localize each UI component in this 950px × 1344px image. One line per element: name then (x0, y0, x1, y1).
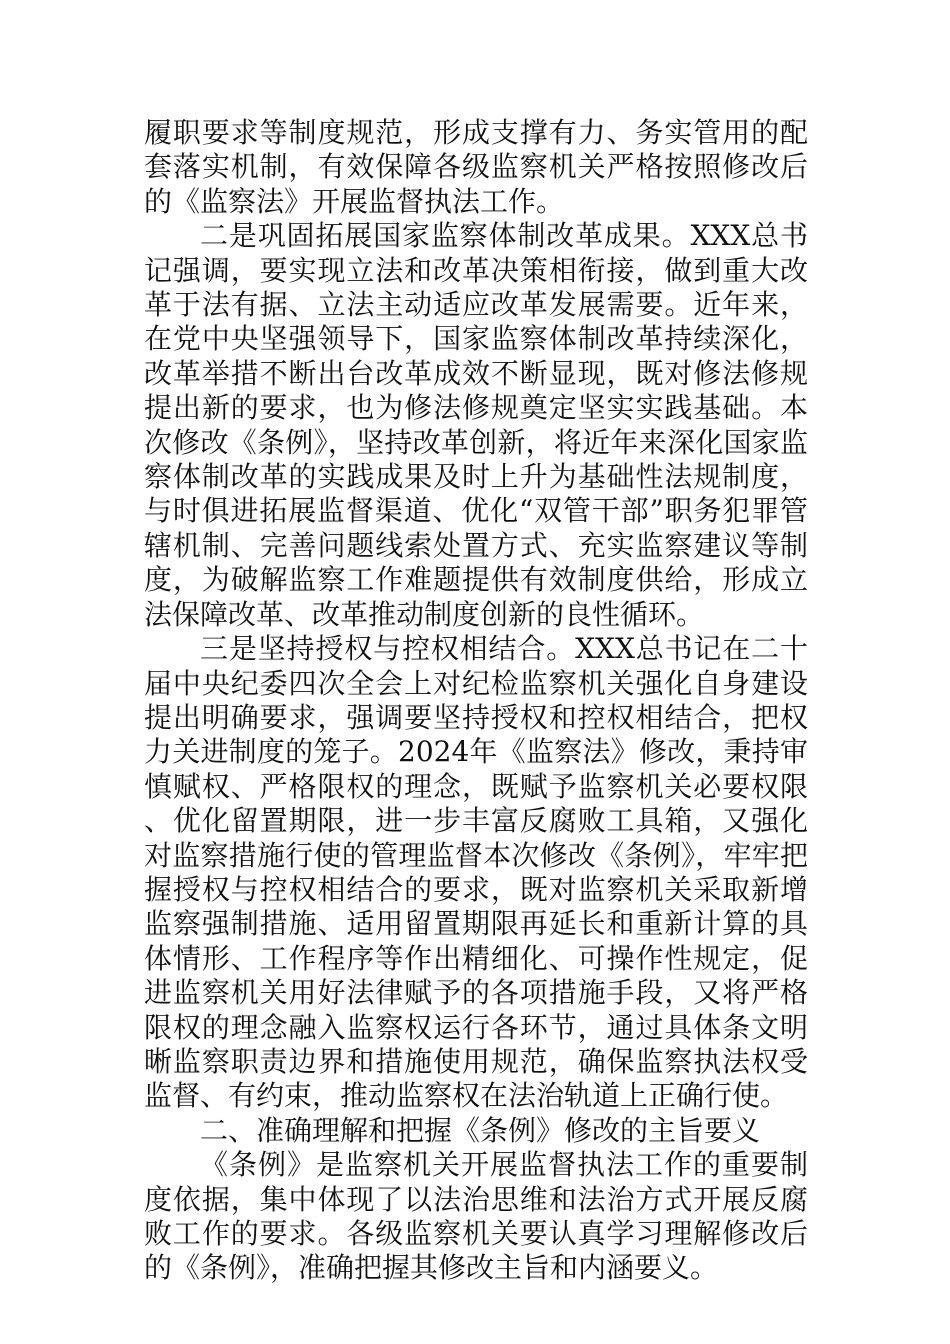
paragraph-continuation: 履职要求等制度规范，形成支撑有力、务实管用的配套落实机制，有效保障各级监察机关严格按照修改后的《监察法》开展监督执法工作。 (144, 116, 808, 218)
paragraph-authorization-control: 三是坚持授权与控权相结合。XXX总书记在二十届中央纪委四次全会上对纪检监察机关强化自身建设提出明确要求，强调要坚持授权和控权相结合，把权力关进制度的笼子。2024年《监察法》修改，秉持审慎赋权、严格限权的理念，既赋予监察机关必要权限、优化留置期限，进一步丰富反腐败工具箱，又强化对监察措施行使的管理监督本次修改《条例》，牢牢把握授权与控权相结合的要求，既对监察机关采取新增监察强制措施、适用留置期限再延长和重新计算的具体情形、工作程序等作出精细化、可操作性规定，促进监察机关用好法律赋予的各项措施手段，又将严格限权的理念融入监察权运行各环节，通过具体条文明晰监察职责边界和措施使用规范，确保监察执法权受监督、有约束，推动监察权在法治轨道上正确行使。 (144, 632, 808, 1113)
document-body (144, 116, 808, 1286)
section-heading: 二、准确理解和把握《条例》修改的主旨要义 (200, 1113, 761, 1147)
paragraph-regulation-purpose: 《条例》是监察机关开展监督执法工作的重要制度依据，集中体现了以法治思维和法治方式开展反腐败工作的要求。各级监察机关要认真学习理解修改后的《条例》，准确把握其修改主旨和内涵要义。 (144, 1148, 808, 1285)
paragraph-reform-achievements: 二是巩固拓展国家监察体制改革成果。XXX总书记强调，要实现立法和改革决策相衔接，做到重大改革于法有据、立法主动适应改革发展需要。近年来，在党中央坚强领导下，国家监察体制改革持续深化，改革举措不断出台改革成效不断显现，既对修法修规提出新的要求，也为修法修规奠定坚实实践基础。本次修改《条例》，坚持改革创新，将近年来深化国家监察体制改革的实践成果及时上升为基础性法规制度，与时俱进拓展监督渠道、优化“双管干部”职务犯罪管辖机制、完善问题线索处置方式、充实监察建议等制度，为破解监察工作难题提供有效制度供给，形成立法保障改革、改革推动制度创新的良性循环。 (144, 219, 808, 631)
